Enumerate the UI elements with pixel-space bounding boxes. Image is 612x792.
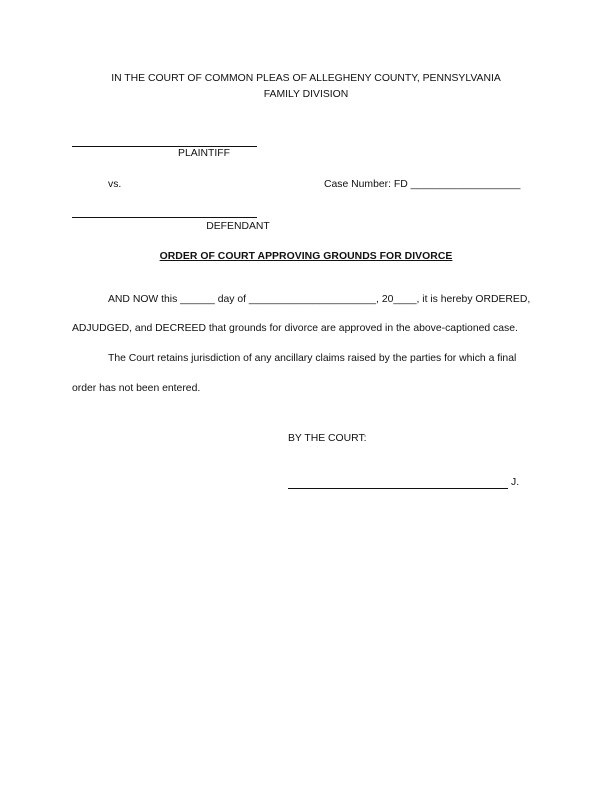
judge-suffix: J. [511,477,520,488]
order-paragraph-2-line-1: The Court retains jurisdiction of any ancillary claims raised by the parties for which a final [108,353,517,364]
judge-signature-line [288,488,508,489]
plaintiff-label: PLAINTIFF [178,148,230,159]
court-caption-line-1: IN THE COURT OF COMMON PLEAS OF ALLEGHENY COUNTY, PENNSYLVANIA [111,73,501,84]
order-title: ORDER OF COURT APPROVING GROUNDS FOR DIVORCE [159,251,453,262]
case-number-field: Case Number: FD ___________________ [324,179,521,190]
order-paragraph-2-line-2: order has not been entered. [72,383,201,394]
order-paragraph-1-line-2: ADJUDGED, and DECREED that grounds for divorce are approved in the above-captioned case. [72,323,518,334]
court-caption-line-2: FAMILY DIVISION [263,89,349,100]
plaintiff-signature-line [72,146,257,147]
by-the-court-label: BY THE COURT: [288,433,367,444]
defendant-label: DEFENDANT [206,221,270,232]
order-paragraph-1-line-1: AND NOW this ______ day of ______________________, 20____, it is hereby ORDERED, [108,294,531,305]
defendant-signature-line [72,217,257,218]
versus-label: vs. [108,179,122,190]
